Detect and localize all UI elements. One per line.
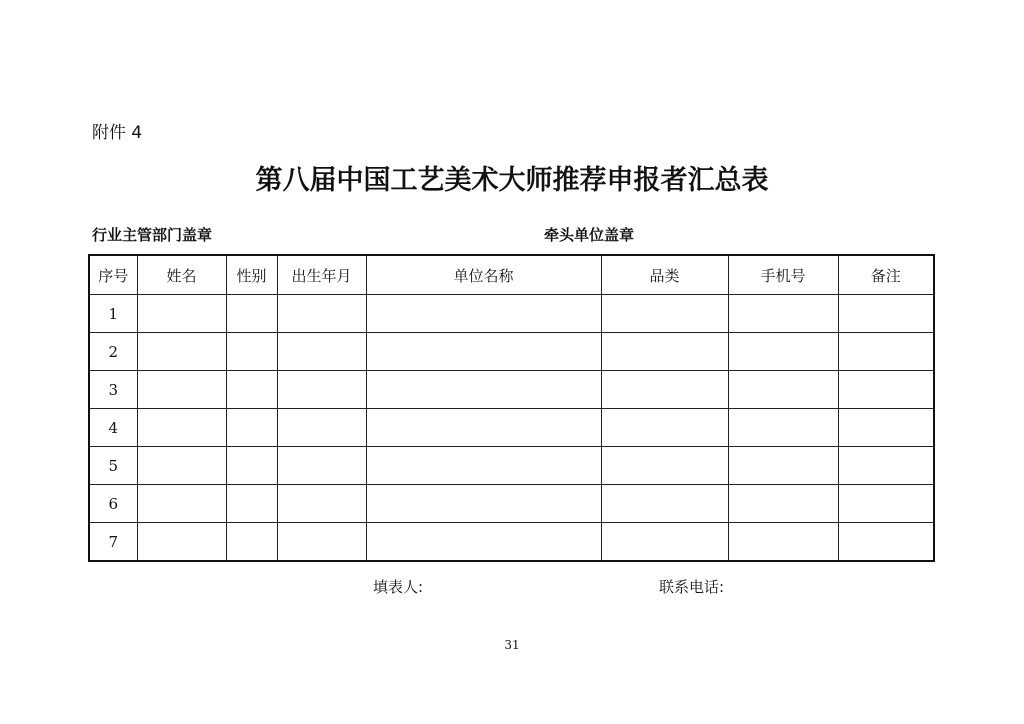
document-title: 第八届中国工艺美术大师推荐申报者汇总表 [255, 165, 769, 196]
cell-name[interactable] [137, 447, 226, 485]
table-row [89, 409, 934, 447]
summary-table [88, 254, 935, 562]
cell-category[interactable] [601, 485, 728, 523]
table-row [89, 333, 934, 371]
cell-birth-date[interactable] [277, 295, 366, 333]
cell-category[interactable] [601, 333, 728, 371]
cell-unit-name[interactable] [366, 447, 601, 485]
table-row [89, 485, 934, 523]
cell-remarks[interactable] [838, 371, 934, 409]
table-row [89, 447, 934, 485]
cell-unit-name[interactable] [366, 409, 601, 447]
cell-name[interactable] [137, 485, 226, 523]
table-row [89, 523, 934, 562]
cell-name[interactable] [137, 295, 226, 333]
cell-mobile[interactable] [728, 485, 838, 523]
cell-mobile[interactable] [728, 295, 838, 333]
cell-remarks[interactable] [838, 523, 934, 562]
cell-unit-name[interactable] [366, 485, 601, 523]
cell-gender[interactable] [226, 447, 277, 485]
cell-remarks[interactable] [838, 333, 934, 371]
filler-label: 填表人: [373, 578, 424, 596]
cell-category[interactable] [601, 409, 728, 447]
table-row [89, 295, 934, 333]
cell-category[interactable] [601, 295, 728, 333]
cell-name[interactable] [137, 371, 226, 409]
cell-unit-name[interactable] [366, 333, 601, 371]
row-seq: 6 [89, 485, 137, 523]
header-name: 姓名 [137, 255, 226, 295]
row-seq: 3 [89, 371, 137, 409]
industry-department-stamp-label: 行业主管部门盖章 [92, 226, 213, 244]
cell-remarks[interactable] [838, 447, 934, 485]
cell-birth-date[interactable] [277, 447, 366, 485]
row-seq: 4 [89, 409, 137, 447]
cell-category[interactable] [601, 447, 728, 485]
row-seq: 1 [89, 295, 137, 333]
cell-gender[interactable] [226, 333, 277, 371]
cell-gender[interactable] [226, 409, 277, 447]
cell-mobile[interactable] [728, 523, 838, 562]
cell-mobile[interactable] [728, 371, 838, 409]
cell-category[interactable] [601, 371, 728, 409]
header-mobile: 手机号 [728, 255, 838, 295]
cell-unit-name[interactable] [366, 295, 601, 333]
row-seq: 2 [89, 333, 137, 371]
header-birth-date: 出生年月 [277, 255, 366, 295]
cell-mobile[interactable] [728, 409, 838, 447]
contact-phone-label: 联系电话: [659, 578, 725, 596]
cell-mobile[interactable] [728, 333, 838, 371]
cell-mobile[interactable] [728, 447, 838, 485]
cell-remarks[interactable] [838, 409, 934, 447]
cell-birth-date[interactable] [277, 333, 366, 371]
table-row [89, 371, 934, 409]
cell-birth-date[interactable] [277, 371, 366, 409]
cell-name[interactable] [137, 409, 226, 447]
cell-gender[interactable] [226, 295, 277, 333]
page-number: 31 [504, 638, 520, 652]
cell-category[interactable] [601, 523, 728, 562]
header-remarks: 备注 [838, 255, 934, 295]
header-seq: 序号 [89, 255, 137, 295]
attachment-label: 附件 4 [92, 123, 143, 143]
table-header-row [89, 255, 934, 295]
cell-gender[interactable] [226, 371, 277, 409]
cell-unit-name[interactable] [366, 371, 601, 409]
cell-gender[interactable] [226, 523, 277, 562]
header-unit-name: 单位名称 [366, 255, 601, 295]
cell-birth-date[interactable] [277, 409, 366, 447]
cell-birth-date[interactable] [277, 523, 366, 562]
cell-name[interactable] [137, 333, 226, 371]
cell-birth-date[interactable] [277, 485, 366, 523]
row-seq: 5 [89, 447, 137, 485]
cell-remarks[interactable] [838, 295, 934, 333]
cell-remarks[interactable] [838, 485, 934, 523]
header-category: 品类 [601, 255, 728, 295]
row-seq: 7 [89, 523, 137, 562]
cell-name[interactable] [137, 523, 226, 562]
cell-gender[interactable] [226, 485, 277, 523]
header-gender: 性别 [226, 255, 277, 295]
lead-unit-stamp-label: 牵头单位盖章 [544, 226, 635, 244]
cell-unit-name[interactable] [366, 523, 601, 562]
